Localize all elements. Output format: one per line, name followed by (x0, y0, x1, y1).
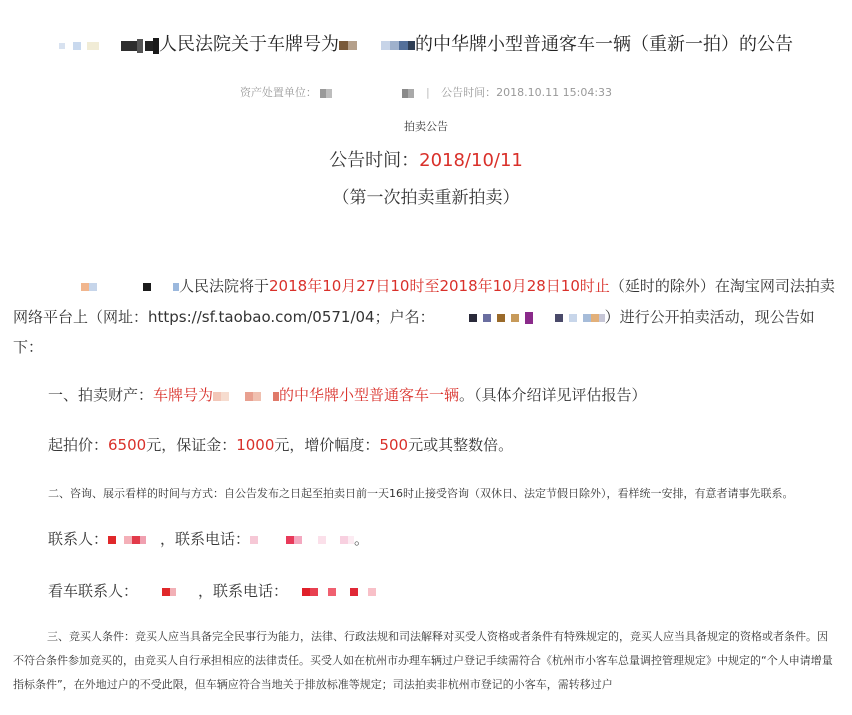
intro-paragraph: 人民法院将于2018年10月27日10时至2018年10月28日10时止（延时的除外）在淘宝网司法拍卖网络平台上（网址：https://sf.taobao.com/0571/04；户名： ）进行公开拍卖活动，现公告如下： (13, 271, 835, 362)
meta-line (0, 84, 852, 100)
item-auction-property: 一、拍卖财产：车牌号为 的中华牌小型普通客车一辆。（具体介绍详见评估报告） (48, 386, 647, 404)
redacted-viewer-name (162, 583, 176, 601)
notice-time (0, 146, 852, 172)
auction-round: （第一次拍卖重新拍卖） (332, 188, 520, 208)
redacted-court-name-2 (47, 272, 179, 302)
bid-increment: 500 (379, 436, 409, 454)
price-line: 起拍价：6500元，保证金：1000元，增价幅度：500元或其整数倍。 (48, 436, 514, 454)
page-title (0, 30, 852, 56)
notice-time-label: 公告时间： (329, 150, 420, 171)
meta-separator: | (425, 86, 430, 99)
redacted-viewer-phone (302, 583, 376, 601)
redacted-account-name (435, 302, 605, 332)
deposit-amount: 1000 (236, 436, 275, 454)
contact-line: 联系人： ，联系电话： 。 (48, 530, 370, 548)
title-prefix: 人民法院关于车牌号为 (159, 34, 339, 55)
redacted-contact-phone (250, 531, 354, 549)
redacted-plate-number (339, 35, 415, 56)
notice-time-value: 2018/10/11 (419, 150, 523, 171)
asset-unit-label: 资产处置单位： (239, 86, 317, 99)
meta-publish-time: 公告时间：2018.10.11 15:04:33 (441, 86, 613, 99)
auction-period: 2018年10月27日10时至2018年10月28日10时止 (269, 277, 610, 295)
item-bidder-conditions: 三、竞买人条件：竞买人应当具备完全民事行为能力，法律、行政法规和司法解释对买受人资格或者条件有特殊规定的，竞买人应当具备规定的资格或者条件。因不符合条件参加竞买的，由竞买人自行承担相应的法律责任。买受人如在杭州市办理车辆过户登记手续需符合《杭州市小客车总量调控管理规定》中规定的“个人申请增量指标条件”，在外地过户的不受此限，但车辆应符合当地关于排放标准等规定；司法拍卖非杭州市登记的小客车，需转移过户 (13, 630, 833, 691)
redacted-asset-unit (320, 87, 414, 100)
redacted-plate-number-2 (213, 387, 279, 405)
redacted-contact-name (108, 531, 146, 549)
viewer-contact-line: 看车联系人： ，联系电话： (48, 580, 376, 601)
title-suffix: 的中华牌小型普通客车一辆（重新一拍）的公告 (415, 34, 793, 55)
item-consultation: 二、咨询、展示看样的时间与方式：自公告发布之日起至拍卖日前一天16时止接受咨询（双休日、法定节假日除外），看样统一安排，有意者请事先联系。 (48, 487, 794, 500)
starting-price: 6500 (108, 436, 147, 454)
auction-notice-subhead: 拍卖公告 (404, 120, 448, 133)
redacted-court-name (59, 35, 159, 56)
